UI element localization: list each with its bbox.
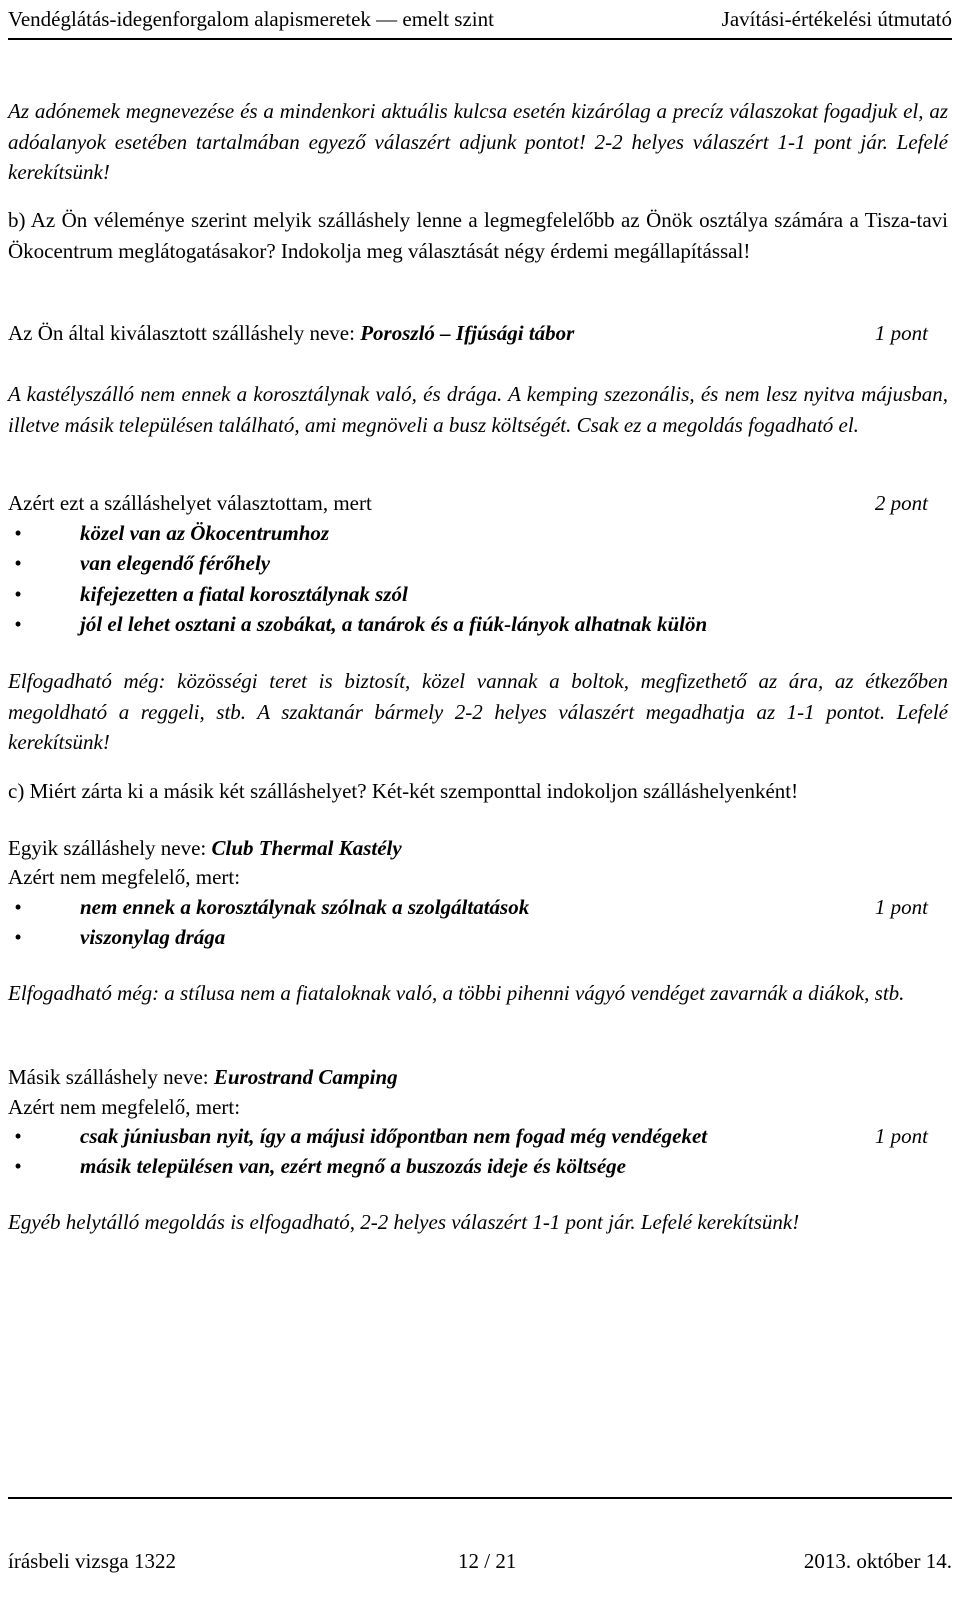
- chosen-points: 1 pont: [874, 321, 928, 345]
- reason-note: Elfogadható még: közösségi teret is biztosít, közel vannak a boltok, megfizethető az ára, az étkezőben megoldható a reggeli, stb. A szaktanár bármely 2-2 helyes válaszért megadhatja az 1-1 pontot. Lefelé kerekítsünk!: [8, 669, 948, 754]
- other2-points: 1 pont: [874, 1124, 928, 1148]
- bullet-icon: •: [14, 1154, 22, 1178]
- bullet-icon: •: [14, 895, 22, 919]
- reason-bullet-text: jól el lehet osztani a szobákat, a tanárok és a fiúk-lányok alhatnak külön: [80, 612, 708, 636]
- reason-label: Azért ezt a szálláshelyet választottam, mert: [8, 491, 372, 515]
- header-title: Vendéglátás-idegenforgalom alapismeretek — emelt szint: [8, 7, 494, 31]
- chosen-name: Poroszló – Ifjúsági tábor: [360, 321, 575, 345]
- bullet-icon: •: [14, 1124, 22, 1148]
- other2-name-row: [8, 1062, 948, 1093]
- other2-note: Egyéb helytálló megoldás is elfogadható, 2-2 helyes válaszért 1-1 pont jár. Lefelé kerekítsünk!: [8, 1210, 800, 1234]
- bullet-icon: •: [14, 551, 22, 575]
- other1-name-row: [8, 833, 948, 864]
- other1-bullet-text: nem ennek a korosztálynak szólnak a szolgáltatások: [80, 895, 530, 919]
- other1-reason-label: Azért nem megfelelő, mert:: [8, 865, 241, 889]
- page-footer: [8, 1497, 952, 1579]
- other2-label: Másik szálláshely neve:: [8, 1065, 209, 1089]
- other2-bullet-text: csak júniusban nyit, így a májusi időpontban nem fogad még vendégeket: [80, 1124, 708, 1148]
- chosen-note: A kastélyszálló nem ennek a korosztálynak való, és drága. A kemping szezonális, és nem lesz nyitva májusban, illetve másik településen található, ami megnöveli a busz költségét. Csak ez a megoldás fogadható el.: [8, 382, 948, 437]
- intro-note: Az adónemek megnevezése és a mindenkori aktuális kulcsa esetén kizárólag a precíz válaszokat fogadjuk el, az adóalanyok esetében tartalmában egyező válaszért adjunk pontot! 2-2 helyes válaszért 1-1 pont jár. Lefelé kerekítsünk!: [8, 99, 948, 184]
- question-c: c) Miért zárta ki a másik két szálláshelyet? Két-két szemponttal indokoljon szálláshelyenként!: [8, 779, 799, 803]
- footer-date: 2013. október 14.: [803, 1549, 952, 1573]
- other2-bullet-text: másik településen van, ezért megnő a buszozás ideje és költsége: [80, 1154, 626, 1178]
- reason-bullet-text: van elegendő férőhely: [80, 551, 271, 575]
- reason-bullet-text: kifejezetten a fiatal korosztálynak szól: [80, 582, 408, 606]
- header-doc-type: Javítási-értékelési útmutató: [721, 7, 952, 31]
- footer-exam-code: írásbeli vizsga 1322: [8, 1549, 176, 1573]
- chosen-label: Az Ön által kiválasztott szálláshely neve:: [8, 321, 355, 345]
- other2-reason-label: Azért nem megfelelő, mert:: [8, 1095, 241, 1119]
- other1-points: 1 pont: [874, 895, 928, 919]
- reason-row: [8, 488, 948, 519]
- reason-bullet-text: közel van az Ökocentrumhoz: [80, 521, 330, 545]
- other1-bullet-text: viszonylag drága: [80, 925, 226, 949]
- bullet-icon: •: [14, 925, 22, 949]
- reason-points: 2 pont: [874, 491, 928, 515]
- other1-name: Club Thermal Kastély: [211, 836, 402, 860]
- question-b: b) Az Ön véleménye szerint melyik szálláshely lenne a legmegfelelőbb az Önök osztálya számára a Tisza-tavi Ökocentrum meglátogatásakor? Indokolja meg választását négy érdemi megállapítással!: [8, 208, 948, 263]
- bullet-icon: •: [14, 582, 22, 606]
- footer-page-number: 12 / 21: [458, 1549, 517, 1573]
- chosen-accommodation-row: [8, 318, 948, 349]
- page-header: [8, 4, 952, 40]
- other1-note: Elfogadható még: a stílusa nem a fiataloknak való, a többi pihenni vágyó vendéget zavarnák a diákok, stb.: [8, 981, 905, 1005]
- other1-label: Egyik szálláshely neve:: [8, 836, 207, 860]
- bullet-icon: •: [14, 612, 22, 636]
- bullet-icon: •: [14, 521, 22, 545]
- other2-name: Eurostrand Camping: [213, 1065, 398, 1089]
